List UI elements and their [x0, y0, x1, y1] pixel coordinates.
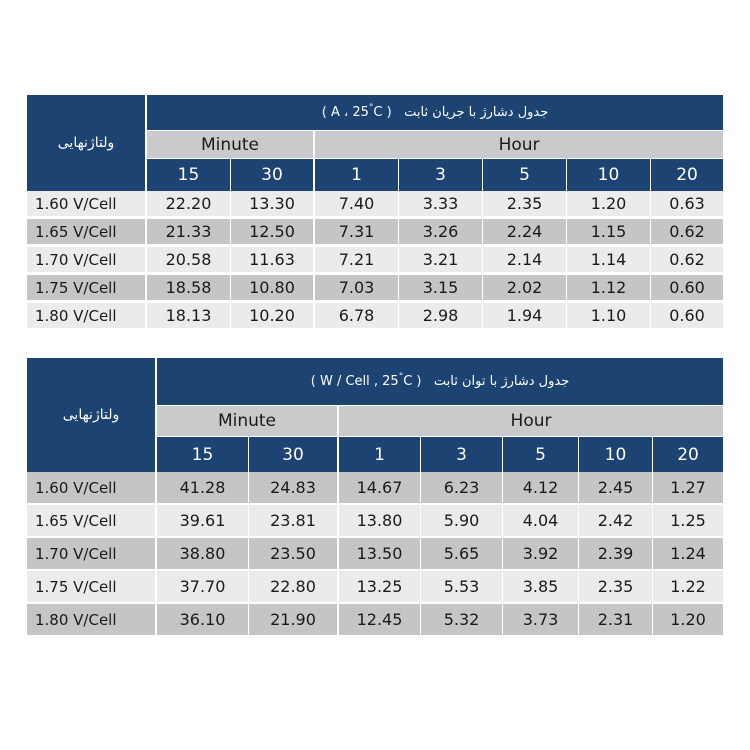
cell-value: 3.92: [503, 538, 579, 571]
column-header: 1: [315, 159, 399, 191]
cell-value: 1.25: [653, 505, 723, 538]
cell-value: 41.28: [157, 472, 249, 505]
cell-value: 1.15: [567, 219, 651, 247]
column-header: 5: [483, 159, 567, 191]
table-title-text: جدول دشارژ با توان ثابت: [433, 374, 570, 389]
cell-value: 0.60: [651, 303, 723, 331]
cell-value: 13.30: [231, 191, 315, 219]
table-row: [27, 191, 723, 219]
cell-value: 0.62: [651, 219, 723, 247]
cell-value: 36.10: [157, 604, 249, 637]
cell-value: 13.80: [339, 505, 421, 538]
row-label: 1.75 V/Cell: [27, 275, 147, 303]
cell-value: 1.94: [483, 303, 567, 331]
cell-value: 12.45: [339, 604, 421, 637]
cell-value: 13.25: [339, 571, 421, 604]
cell-value: 10.80: [231, 275, 315, 303]
cell-value: 4.12: [503, 472, 579, 505]
cell-value: 1.27: [653, 472, 723, 505]
cell-value: 3.21: [399, 247, 483, 275]
table-title-text: جدول دشارژ با جریان ثابت: [404, 105, 549, 120]
final-voltage-header: ولتاژنهایی: [27, 358, 157, 472]
cell-value: 2.39: [579, 538, 653, 571]
cell-value: 1.22: [653, 571, 723, 604]
row-label: 1.60 V/Cell: [27, 472, 157, 505]
table-row: [27, 571, 723, 604]
table-row: [27, 275, 723, 303]
cell-value: 21.33: [147, 219, 231, 247]
cell-value: 5.32: [421, 604, 503, 637]
cell-value: 2.45: [579, 472, 653, 505]
cell-value: 0.60: [651, 275, 723, 303]
column-header: 5: [503, 437, 579, 472]
cell-value: 1.14: [567, 247, 651, 275]
column-header: 20: [653, 437, 723, 472]
cell-value: 3.33: [399, 191, 483, 219]
table-row: [27, 247, 723, 275]
cell-value: 21.90: [249, 604, 339, 637]
column-header: 15: [157, 437, 249, 472]
constant-current-discharge-table: [27, 95, 723, 331]
column-header: 15: [147, 159, 231, 191]
column-header: 30: [231, 159, 315, 191]
cell-value: 11.63: [231, 247, 315, 275]
cell-value: 5.65: [421, 538, 503, 571]
column-header: 3: [421, 437, 503, 472]
group-hour-header: Hour: [339, 406, 723, 437]
row-label: 1.80 V/Cell: [27, 604, 157, 637]
cell-value: 7.40: [315, 191, 399, 219]
column-header: 30: [249, 437, 339, 472]
column-header: 10: [579, 437, 653, 472]
cell-value: 5.90: [421, 505, 503, 538]
cell-value: 3.26: [399, 219, 483, 247]
cell-value: 38.80: [157, 538, 249, 571]
table-title: [147, 95, 723, 131]
table-row: [27, 472, 723, 505]
cell-value: 2.24: [483, 219, 567, 247]
cell-value: 2.14: [483, 247, 567, 275]
column-header: 3: [399, 159, 483, 191]
cell-value: 1.12: [567, 275, 651, 303]
cell-value: 3.15: [399, 275, 483, 303]
cell-value: 10.20: [231, 303, 315, 331]
cell-value: 0.63: [651, 191, 723, 219]
row-label: 1.60 V/Cell: [27, 191, 147, 219]
cell-value: 6.78: [315, 303, 399, 331]
cell-value: 2.31: [579, 604, 653, 637]
cell-value: 7.03: [315, 275, 399, 303]
column-header: 1: [339, 437, 421, 472]
table-row: [27, 303, 723, 331]
cell-value: 2.35: [579, 571, 653, 604]
cell-value: 20.58: [147, 247, 231, 275]
cell-value: 12.50: [231, 219, 315, 247]
cell-value: 18.13: [147, 303, 231, 331]
cell-value: 22.80: [249, 571, 339, 604]
cell-value: 3.85: [503, 571, 579, 604]
cell-value: 23.81: [249, 505, 339, 538]
row-label: 1.65 V/Cell: [27, 505, 157, 538]
table-title: [157, 358, 723, 406]
group-hour-header: Hour: [315, 131, 723, 159]
cell-value: 1.10: [567, 303, 651, 331]
cell-value: 2.98: [399, 303, 483, 331]
cell-value: 1.24: [653, 538, 723, 571]
table-row: [27, 604, 723, 637]
cell-value: 7.31: [315, 219, 399, 247]
cell-value: 0.62: [651, 247, 723, 275]
cell-value: 22.20: [147, 191, 231, 219]
table-row: [27, 505, 723, 538]
cell-value: 37.70: [157, 571, 249, 604]
column-header: 20: [651, 159, 723, 191]
cell-value: 4.04: [503, 505, 579, 538]
cell-value: 1.20: [653, 604, 723, 637]
cell-value: 3.73: [503, 604, 579, 637]
cell-value: 24.83: [249, 472, 339, 505]
cell-value: 5.53: [421, 571, 503, 604]
cell-value: 6.23: [421, 472, 503, 505]
group-minute-header: Minute: [157, 406, 339, 437]
table-title-unit: ( W / Cell , 25°C ): [310, 372, 422, 389]
constant-power-discharge-table: [27, 358, 723, 637]
row-label: 1.70 V/Cell: [27, 538, 157, 571]
table-row: [27, 219, 723, 247]
row-label: 1.65 V/Cell: [27, 219, 147, 247]
row-label: 1.70 V/Cell: [27, 247, 147, 275]
cell-value: 18.58: [147, 275, 231, 303]
cell-value: 2.02: [483, 275, 567, 303]
table-title-unit: ( A ، 25°C ): [321, 103, 392, 120]
cell-value: 39.61: [157, 505, 249, 538]
table-row: [27, 538, 723, 571]
cell-value: 13.50: [339, 538, 421, 571]
column-header: 10: [567, 159, 651, 191]
final-voltage-header: ولتاژنهایی: [27, 95, 147, 191]
group-minute-header: Minute: [147, 131, 315, 159]
cell-value: 2.42: [579, 505, 653, 538]
row-label: 1.80 V/Cell: [27, 303, 147, 331]
cell-value: 14.67: [339, 472, 421, 505]
row-label: 1.75 V/Cell: [27, 571, 157, 604]
cell-value: 7.21: [315, 247, 399, 275]
cell-value: 2.35: [483, 191, 567, 219]
cell-value: 23.50: [249, 538, 339, 571]
cell-value: 1.20: [567, 191, 651, 219]
